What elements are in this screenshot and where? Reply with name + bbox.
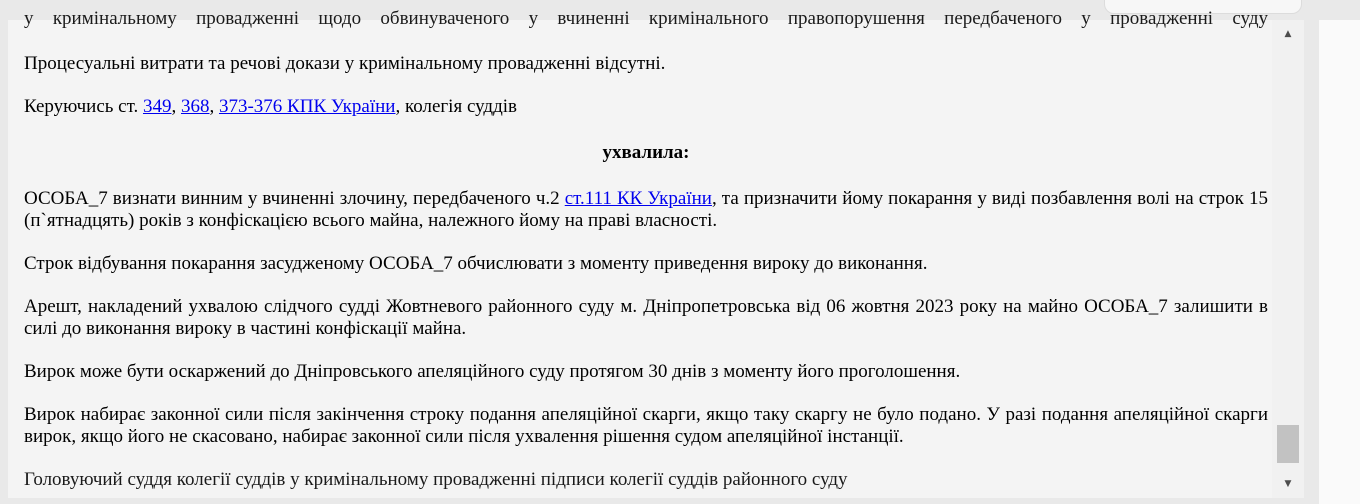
- section-heading: [24, 142, 1268, 164]
- adjacent-panel-edge: [1319, 20, 1360, 504]
- text-run: Процесуальні витрати та речові докази у кримінальному провадженні відсутні.: [24, 53, 666, 74]
- text-run: ,: [171, 96, 181, 117]
- text-run: Строк відбування покарання засудженому ОСОБА_7 обчислювати з моменту приведення вироку до виконання.: [24, 253, 928, 274]
- vertical-scrollbar[interactable]: [1272, 20, 1304, 498]
- text-run: , колегія суддів: [395, 96, 518, 117]
- text-run: ОСОБА_7 визнати винним у вчиненні злочину, передбаченого ч.2: [24, 188, 565, 209]
- court-decision-scroll-panel[interactable]: [8, 8, 1304, 498]
- paragraph: [24, 404, 1268, 448]
- text-run: Керуючись ст.: [24, 96, 143, 117]
- text-run: Вирок набирає законної сили після закінчення строку подання апеляційної скарги, якщо таку скаргу не було подано. У разі подання апеляційної скарги вирок, якщо його не скасовано, набирає законної сили після ухвалення рішення судом апеляційної інстанції.: [24, 404, 1268, 447]
- scrollbar-thumb[interactable]: [1277, 425, 1299, 463]
- clipped-next-line: [24, 469, 1268, 490]
- text-run: Арешт, накладений ухвалою слідчого судді Жовтневого районного суду м. Дніпропетровська від 06 жовтня 2023 року на майно ОСОБА_7 залишити в силі до виконання вироку в частині конфіскації майна.: [24, 296, 1268, 339]
- text-run: , та призначити йому покарання у виді позбавлення волі на строк 15 (п`ятнадцять) років з конфіскацією всього майна, належного йому на праві власності.: [24, 188, 1268, 231]
- clipped-text: Головуючий суддя колегії суддів у кримінальному провадженні підписи колегії суддів районного суду: [24, 469, 848, 490]
- legal-reference-link[interactable]: ст.111 КК України: [564, 188, 712, 209]
- paragraph: [24, 53, 1268, 75]
- legal-reference-link[interactable]: 373-376 КПК України: [218, 96, 396, 117]
- paragraph: [24, 253, 1268, 275]
- legal-reference-link[interactable]: 349: [142, 96, 172, 117]
- text-run: Вирок може бути оскаржений до Дніпровського апеляційного суду протягом 30 днів з моменту його проголошення.: [24, 361, 961, 382]
- text-run: ,: [209, 96, 219, 117]
- document-body: [24, 8, 1268, 490]
- paragraph: [24, 96, 1268, 118]
- paragraph: [24, 361, 1268, 383]
- paragraph: [24, 296, 1268, 340]
- clipped-text: у кримінальному провадженні щодо обвинуваченого у вчиненні кримінального правопорушення передбаченого у провадженні суду: [24, 8, 1268, 29]
- text-run: ухвалила:: [602, 142, 690, 163]
- legal-reference-link[interactable]: 368: [180, 96, 210, 117]
- scroll-down-button[interactable]: ▼: [1284, 478, 1292, 489]
- clipped-previous-line: [24, 8, 1268, 32]
- scroll-up-button[interactable]: ▲: [1284, 28, 1292, 39]
- paragraph: [24, 188, 1268, 232]
